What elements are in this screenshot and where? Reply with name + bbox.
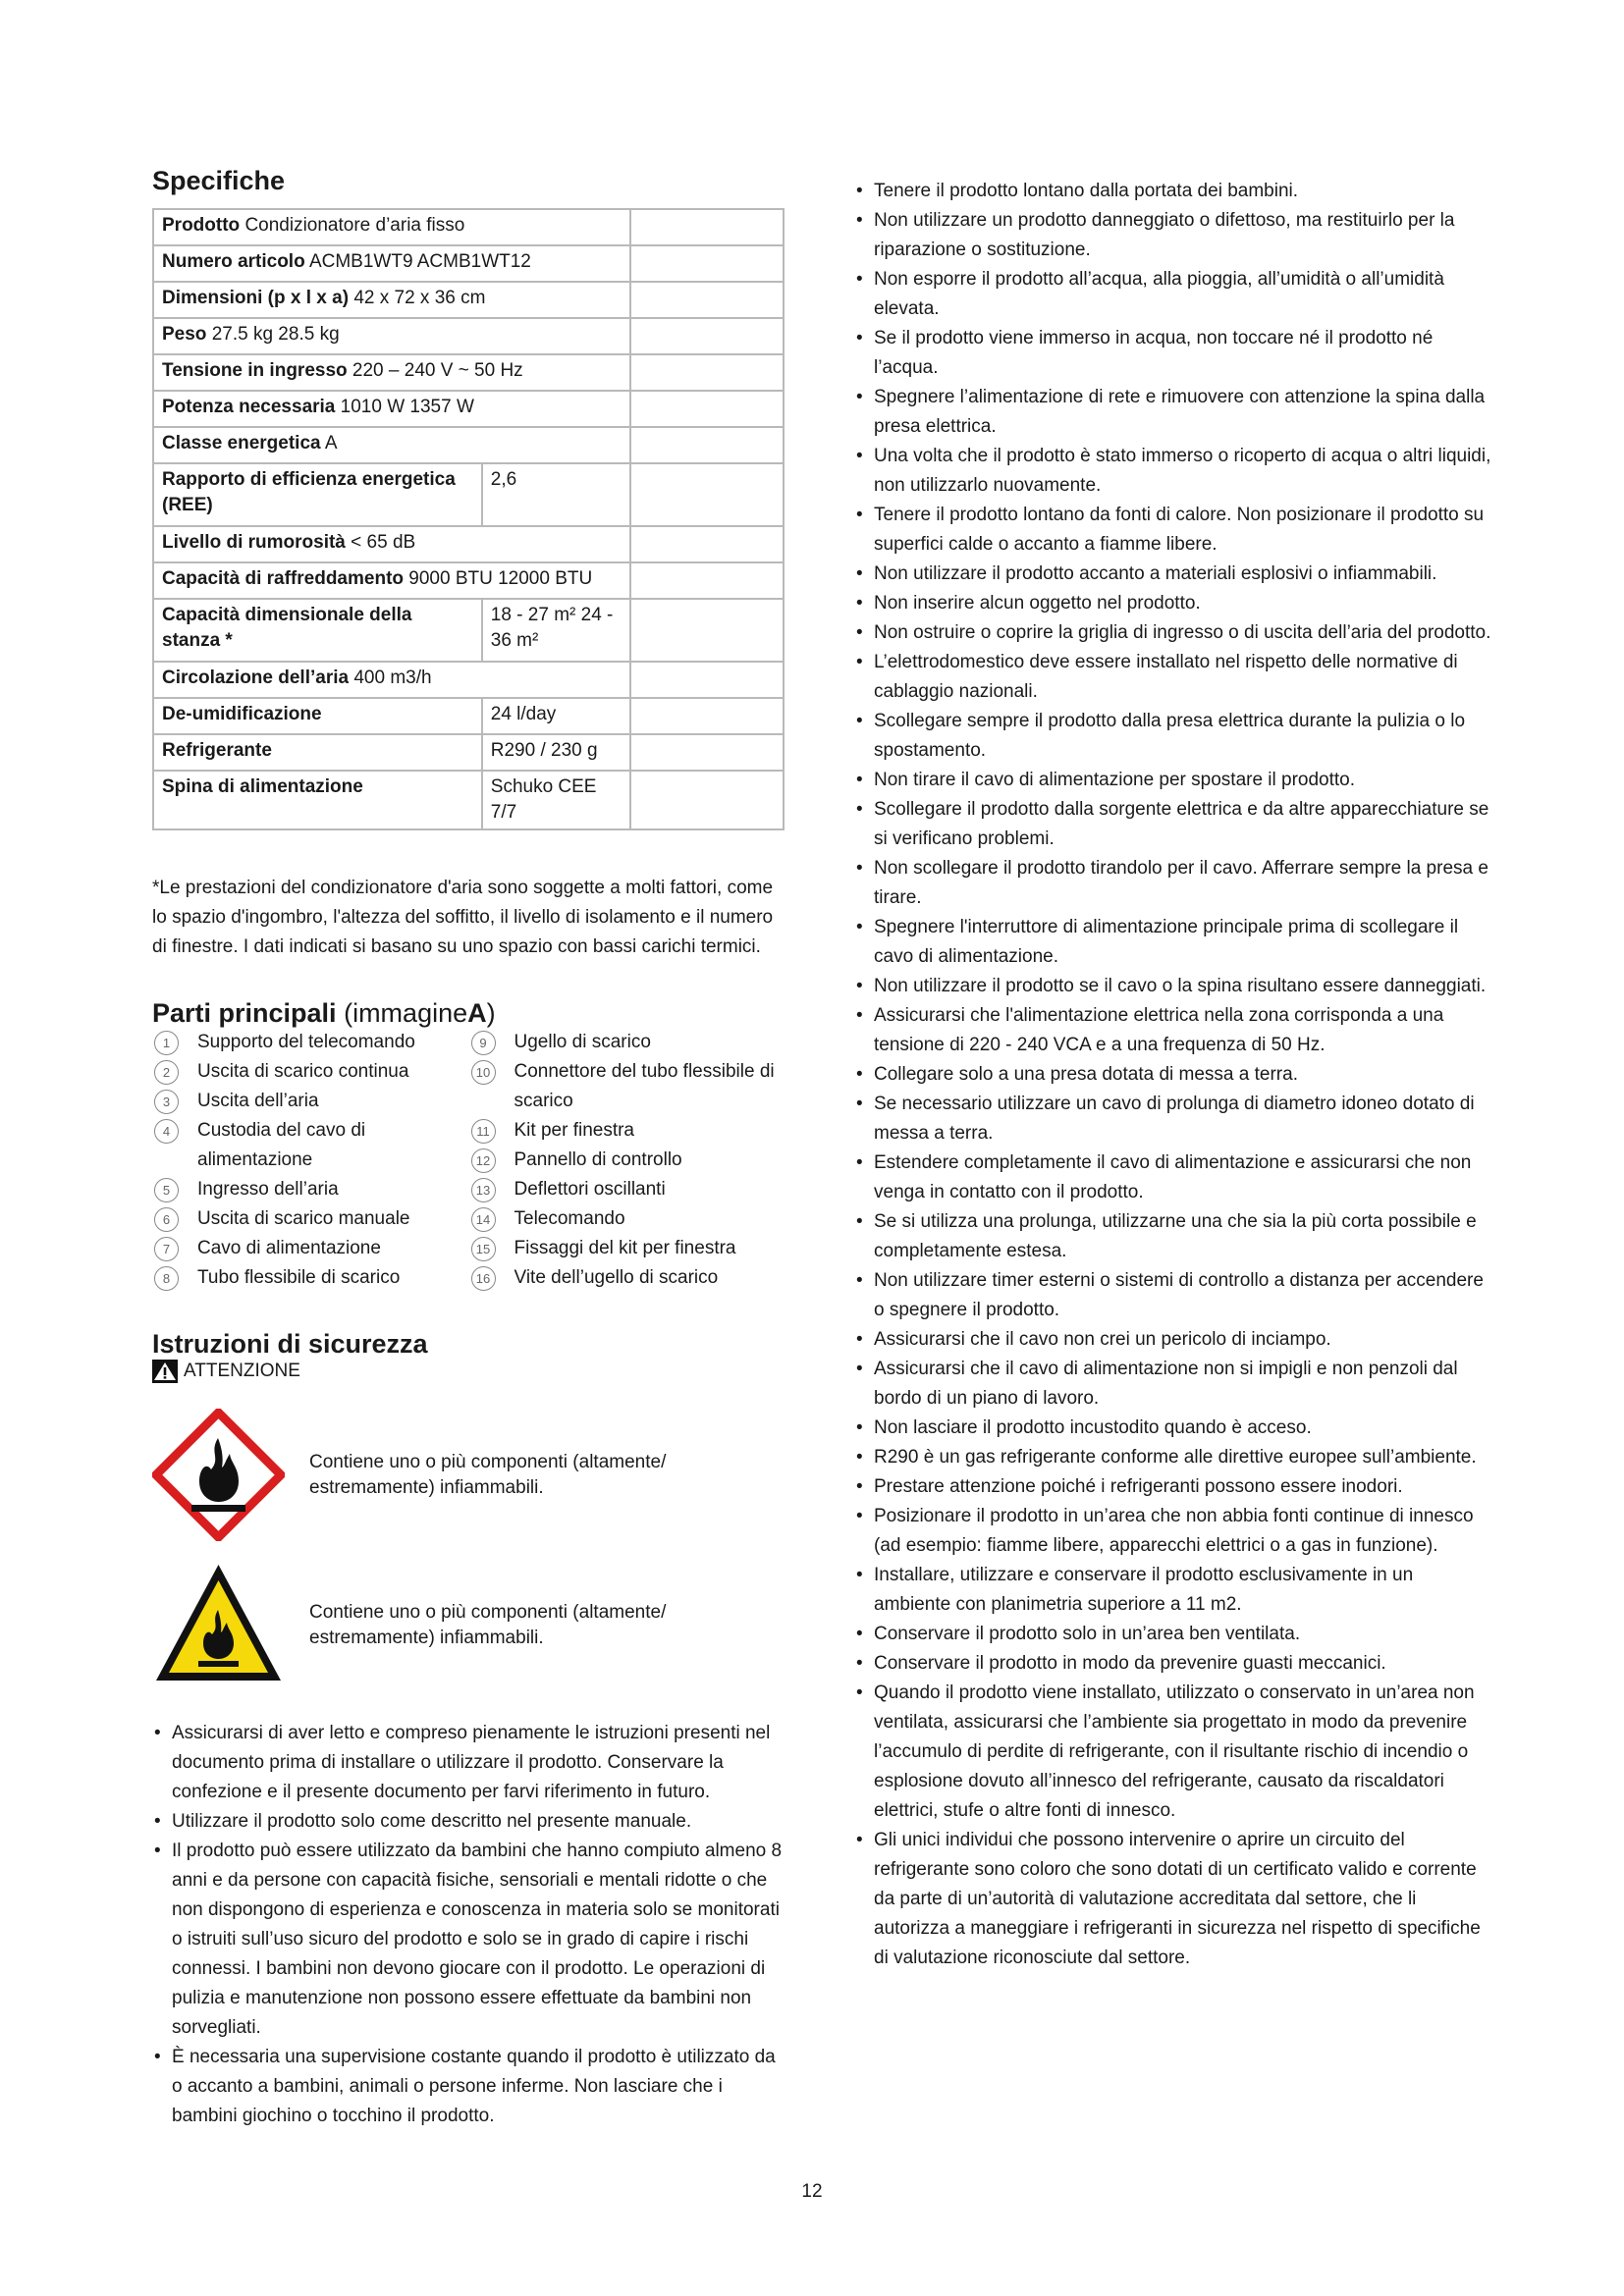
safety-bullet: • Non utilizzare il prodotto se il cavo o la spina risultano essere danneggiati. [854, 972, 1492, 1001]
safety-bullet: • Se il prodotto viene immerso in acqua, non toccare né il prodotto né l’acqua. [854, 324, 1492, 383]
part-number: 14 [471, 1207, 496, 1232]
part-number: 4 [154, 1119, 179, 1144]
part-label: Ugello di scarico [514, 1031, 651, 1052]
part-label: Cavo di alimentazione [197, 1237, 381, 1258]
spec-row [153, 698, 784, 734]
part-label: Fissaggi del kit per finestra [514, 1237, 736, 1258]
safety-bullet: • Il prodotto può essere utilizzato da bambini che hanno compiuto almeno 8 anni e da persone con capacità fisiche, sensoriali e mentali ridotte o che non dispongono di esperienza e conoscenza in materia solo se monitorati o istruiti sull’uso sicuro del prodotto e solo se in grado di capire i rischi connessi. I bambini non devono giocare con il prodotto. Le operazioni di pulizia e manutenzione non possono essere effettuate da bambini non sorvegliati. [152, 1837, 785, 2043]
part-item [469, 1116, 786, 1146]
part-label: Telecomando [514, 1207, 625, 1229]
spec-label: Dimensioni (p x l x a) [162, 288, 350, 309]
left-column [152, 165, 785, 2131]
spec-value: A [324, 433, 338, 454]
right-column [854, 177, 1492, 1973]
part-item [152, 1234, 469, 1263]
part-number: 2 [154, 1060, 179, 1085]
parts-title-light: (immagine [344, 998, 468, 1029]
part-label: Uscita di scarico manuale [197, 1207, 410, 1229]
safety-list-right [854, 177, 1492, 1973]
hazard-triangle-row [152, 1559, 785, 1691]
part-item [152, 1057, 469, 1087]
safety-bullet: • Spegnere l’alimentazione di rete e rimuovere con attenzione la spina dalla presa elettrica. [854, 383, 1492, 442]
safety-bullet: • Spegnere l'interruttore di alimentazione principale prima di scollegare il cavo di alimentazione. [854, 913, 1492, 972]
part-item [469, 1146, 786, 1175]
safety-bullet: • Non tirare il cavo di alimentazione per spostare il prodotto. [854, 766, 1492, 795]
spec-title: Specifiche [152, 166, 286, 195]
spec-label: Livello di rumorosità [162, 532, 346, 554]
spec-row [153, 245, 784, 282]
spec-row [153, 599, 784, 662]
spec-cell-main [153, 734, 482, 771]
spec-cell-main [153, 245, 630, 282]
spec-row [153, 391, 784, 427]
parts-title-close: ) [486, 998, 496, 1029]
spec-label: Peso [162, 324, 207, 346]
spec-empty-cell [630, 662, 784, 698]
part-item [469, 1263, 786, 1293]
safety-bullet: • Non utilizzare timer esterni o sistemi di controllo a distanza per accendere o spegnere il prodotto. [854, 1266, 1492, 1325]
part-label: Uscita di scarico continua [197, 1060, 409, 1082]
part-label: Connettore del tubo flessibile di scarico [514, 1060, 775, 1111]
spec-label: Numero articolo [162, 251, 305, 273]
safety-bullet: • Gli unici individui che possono intervenire o aprire un circuito del refrigerante sono coloro che sono dotati di un certificato valido e corrente da parte di un’autorità di valutazione accreditata dal settore, che li autorizza a maneggiare i refrigeranti in sicurezza nel rispetto di specifiche di valutazione riconosciute dal settore. [854, 1826, 1492, 1973]
hazard-diamond-row [152, 1409, 785, 1541]
part-number: 3 [154, 1090, 179, 1114]
part-item [152, 1263, 469, 1293]
spec-cell-main [153, 391, 630, 427]
parts-title [152, 997, 785, 1029]
spec-label: Potenza necessaria [162, 397, 336, 418]
spec-empty-cell [630, 245, 784, 282]
safety-bullet: • Prestare attenzione poiché i refrigeranti possono essere inodori. [854, 1472, 1492, 1502]
spec-empty-cell [630, 282, 784, 318]
spec-empty-cell [630, 698, 784, 734]
safety-bullet: • Installare, utilizzare e conservare il prodotto esclusivamente in un ambiente con planimetria superiore a 11 m2. [854, 1561, 1492, 1620]
safety-bullet: • Conservare il prodotto solo in un’area ben ventilata. [854, 1620, 1492, 1649]
safety-bullet: • L’elettrodomestico deve essere installato nel rispetto delle normative di cablaggio nazionali. [854, 648, 1492, 707]
spec-empty-cell [630, 771, 784, 829]
safety-bullet: • Assicurarsi che l'alimentazione elettrica nella zona corrisponda a una tensione di 220 - 240 VCA e a una frequenza di 50 Hz. [854, 1001, 1492, 1060]
safety-bullet: • Posizionare il prodotto in un’area che non abbia fonti continue di innesco (ad esempio: fiamme libere, apparecchi elettrici o a gas in funzione). [854, 1502, 1492, 1561]
part-item [152, 1028, 469, 1057]
part-number: 11 [471, 1119, 496, 1144]
safety-bullet: • Non lasciare il prodotto incustodito quando è acceso. [854, 1414, 1492, 1443]
safety-bullet: • Non scollegare il prodotto tirandolo per il cavo. Afferrare sempre la presa e tirare. [854, 854, 1492, 913]
spec-value-cell: 18 - 27 m² 24 - 36 m² [482, 599, 630, 662]
spec-cell-main [153, 427, 630, 463]
part-number: 7 [154, 1237, 179, 1261]
spec-value: 27.5 kg 28.5 kg [211, 324, 340, 346]
safety-bullet: • Estendere completamente il cavo di alimentazione e assicurarsi che non venga in contatto con il prodotto. [854, 1148, 1492, 1207]
spec-empty-cell [630, 599, 784, 662]
spec-label: Rapporto di efficienza energetica (REE) [162, 469, 456, 516]
part-number: 1 [154, 1031, 179, 1055]
spec-empty-cell [630, 463, 784, 526]
part-item [469, 1234, 786, 1263]
safety-bullet: • Scollegare il prodotto dalla sorgente elettrica e da altre apparecchiature se si verificano problemi. [854, 795, 1492, 854]
part-number: 15 [471, 1237, 496, 1261]
part-label: Deflettori oscillanti [514, 1178, 666, 1200]
spec-row [153, 771, 784, 829]
spec-cell-main [153, 562, 630, 599]
spec-label: De-umidificazione [162, 704, 322, 725]
part-number: 12 [471, 1148, 496, 1173]
part-label: Supporto del telecomando [197, 1031, 415, 1052]
spec-cell-main [153, 526, 630, 562]
spec-cell-main [153, 662, 630, 698]
spec-table [152, 208, 785, 830]
parts-title-bold: Parti principali [152, 998, 337, 1029]
part-number: 13 [471, 1178, 496, 1202]
safety-bullet: • Utilizzare il prodotto solo come descritto nel presente manuale. [152, 1807, 785, 1837]
parts-list [152, 1028, 785, 1293]
hazard1-text: Contiene uno o più componenti (altamente/ estremamente) infiammabili. [309, 1451, 667, 1498]
spec-row [153, 427, 784, 463]
flammable-triangle-icon [152, 1559, 285, 1691]
spec-value: 9000 BTU 12000 BTU [408, 568, 593, 590]
safety-bullet: • Assicurarsi che il cavo di alimentazione non si impigli e non penzoli dal bordo di un piano di lavoro. [854, 1355, 1492, 1414]
safety-bullet: • Assicurarsi che il cavo non crei un pericolo di inciampo. [854, 1325, 1492, 1355]
spec-label: Tensione in ingresso [162, 360, 348, 382]
spec-row [153, 318, 784, 354]
spec-value: 1010 W 1357 W [340, 397, 474, 418]
spec-empty-cell [630, 391, 784, 427]
spec-value: Condizionatore d’aria fisso [244, 215, 465, 237]
spec-footnote: *Le prestazioni del condizionatore d'aria sono soggette a molti fattori, come lo spazio d'ingombro, l'altezza del soffitto, il livello di isolamento e il numero di finestre. I dati indicati si basano su uno spazio con bassi carichi termici. [152, 878, 774, 958]
safety-bullet: • È necessaria una supervisione costante quando il prodotto è utilizzato da o accanto a bambini, animali o persone inferme. Non lasciare che i bambini giochino o tocchino il prodotto. [152, 2043, 785, 2131]
safety-bullet: • Una volta che il prodotto è stato immerso o ricoperto di acqua o altri liquidi, non utilizzarlo nuovamente. [854, 442, 1492, 501]
spec-cell-main [153, 698, 482, 734]
spec-value-cell: Schuko CEE 7/7 [482, 771, 630, 829]
part-number: 10 [471, 1060, 496, 1085]
safety-bullet: • Non utilizzare il prodotto accanto a materiali esplosivi o infiammabili. [854, 560, 1492, 589]
safety-bullet: • Tenere il prodotto lontano da fonti di calore. Non posizionare il prodotto su superfici calde o accanto a fiamme libere. [854, 501, 1492, 560]
spec-label: Circolazione dell’aria [162, 667, 350, 689]
part-number: 5 [154, 1178, 179, 1202]
spec-cell-main [153, 771, 482, 829]
spec-label: Spina di alimentazione [162, 776, 363, 798]
part-number: 6 [154, 1207, 179, 1232]
safety-bullet: • Non ostruire o coprire la griglia di ingresso o di uscita dell’aria del prodotto. [854, 618, 1492, 648]
safety-title: Istruzioni di sicurezza [152, 1328, 428, 1359]
part-label: Tubo flessibile di scarico [197, 1266, 401, 1288]
spec-empty-cell [630, 427, 784, 463]
parts-list-left [152, 1028, 469, 1293]
spec-cell-main [153, 318, 630, 354]
spec-value-cell: 24 l/day [482, 698, 630, 734]
part-label: Vite dell’ugello di scarico [514, 1266, 719, 1288]
spec-label: Capacità dimensionale della stanza * [162, 605, 412, 652]
parts-title-letter: A [467, 998, 487, 1029]
spec-value: 220 – 240 V ~ 50 Hz [352, 360, 523, 382]
part-number: 16 [471, 1266, 496, 1291]
safety-bullet: • R290 è un gas refrigerante conforme alle direttive europee sull’ambiente. [854, 1443, 1492, 1472]
spec-cell-main [153, 282, 630, 318]
spec-row [153, 526, 784, 562]
spec-value: 42 x 72 x 36 cm [353, 288, 486, 309]
part-item [152, 1204, 469, 1234]
safety-bullet: • Scollegare sempre il prodotto dalla presa elettrica durante la pulizia o lo spostamento. [854, 707, 1492, 766]
spec-row [153, 734, 784, 771]
spec-row [153, 209, 784, 245]
spec-label: Prodotto [162, 215, 241, 237]
spec-empty-cell [630, 209, 784, 245]
safety-bullet: • Non utilizzare un prodotto danneggiato o difettoso, ma restituirlo per la riparazione o sostituzione. [854, 206, 1492, 265]
spec-cell-main [153, 599, 482, 662]
warning-line [152, 1360, 785, 1383]
spec-cell-main [153, 209, 630, 245]
spec-label: Capacità di raffreddamento [162, 568, 404, 590]
part-number: 9 [471, 1031, 496, 1055]
safety-bullet: • Se necessario utilizzare un cavo di prolunga di diametro idoneo dotato di messa a terra. [854, 1090, 1492, 1148]
part-label: Ingresso dell’aria [197, 1178, 339, 1200]
spec-value: < 65 dB [351, 532, 416, 554]
part-item [469, 1057, 786, 1116]
part-label: Pannello di controllo [514, 1148, 682, 1170]
part-item [469, 1028, 786, 1057]
spec-row [153, 354, 784, 391]
parts-list-right [469, 1028, 786, 1293]
safety-bullet: • Conservare il prodotto in modo da prevenire guasti meccanici. [854, 1649, 1492, 1679]
part-item [152, 1175, 469, 1204]
warning-label: ATTENZIONE [184, 1361, 300, 1382]
spec-row [153, 282, 784, 318]
flammable-diamond-icon [152, 1409, 285, 1541]
spec-cell-main [153, 354, 630, 391]
page-number: 12 [801, 2181, 823, 2202]
spec-row [153, 463, 784, 526]
part-item [152, 1087, 469, 1116]
spec-label: Refrigerante [162, 740, 272, 762]
safety-bullet: • Non esporre il prodotto all’acqua, alla pioggia, all’umidità o all’umidità elevata. [854, 265, 1492, 324]
spec-value-cell: 2,6 [482, 463, 630, 526]
warning-triangle-icon [152, 1360, 178, 1383]
safety-bullet: • Non inserire alcun oggetto nel prodotto. [854, 589, 1492, 618]
part-item [152, 1116, 469, 1175]
safety-bullet: • Quando il prodotto viene installato, utilizzato o conservato in un’area non ventilata, assicurarsi che l’ambiente sia progettato in modo da prevenire l’accumulo di perdite di refrigerante, con il risultante rischio di incendio o esplosione dovuto all’innesco del refrigerante, causato da riscaldatori elettrici, stufe o altre fonti di innesco. [854, 1679, 1492, 1826]
spec-row [153, 662, 784, 698]
spec-empty-cell [630, 318, 784, 354]
part-item [469, 1204, 786, 1234]
part-number: 8 [154, 1266, 179, 1291]
part-label: Uscita dell’aria [197, 1090, 319, 1111]
spec-empty-cell [630, 526, 784, 562]
spec-cell-main [153, 463, 482, 526]
safety-list-left [152, 1719, 785, 2131]
safety-bullet: • Collegare solo a una presa dotata di messa a terra. [854, 1060, 1492, 1090]
spec-empty-cell [630, 734, 784, 771]
spec-label: Classe energetica [162, 433, 321, 454]
spec-row [153, 562, 784, 599]
spec-value: 400 m3/h [353, 667, 432, 689]
spec-empty-cell [630, 354, 784, 391]
safety-bullet: • Tenere il prodotto lontano dalla portata dei bambini. [854, 177, 1492, 206]
spec-value-cell: R290 / 230 g [482, 734, 630, 771]
part-label: Kit per finestra [514, 1119, 634, 1141]
part-item [469, 1175, 786, 1204]
part-label: Custodia del cavo di alimentazione [197, 1119, 366, 1170]
spec-value: ACMB1WT9 ACMB1WT12 [308, 251, 531, 273]
hazard2-text: Contiene uno o più componenti (altamente/ estremamente) infiammabili. [309, 1601, 667, 1648]
spec-empty-cell [630, 562, 784, 599]
safety-bullet: • Assicurarsi di aver letto e compreso pienamente le istruzioni presenti nel documento prima di installare o utilizzare il prodotto. Conservare la confezione e il presente documento per farvi riferimento in futuro. [152, 1719, 785, 1807]
safety-bullet: • Se si utilizza una prolunga, utilizzarne una che sia la più corta possibile e completamente estesa. [854, 1207, 1492, 1266]
